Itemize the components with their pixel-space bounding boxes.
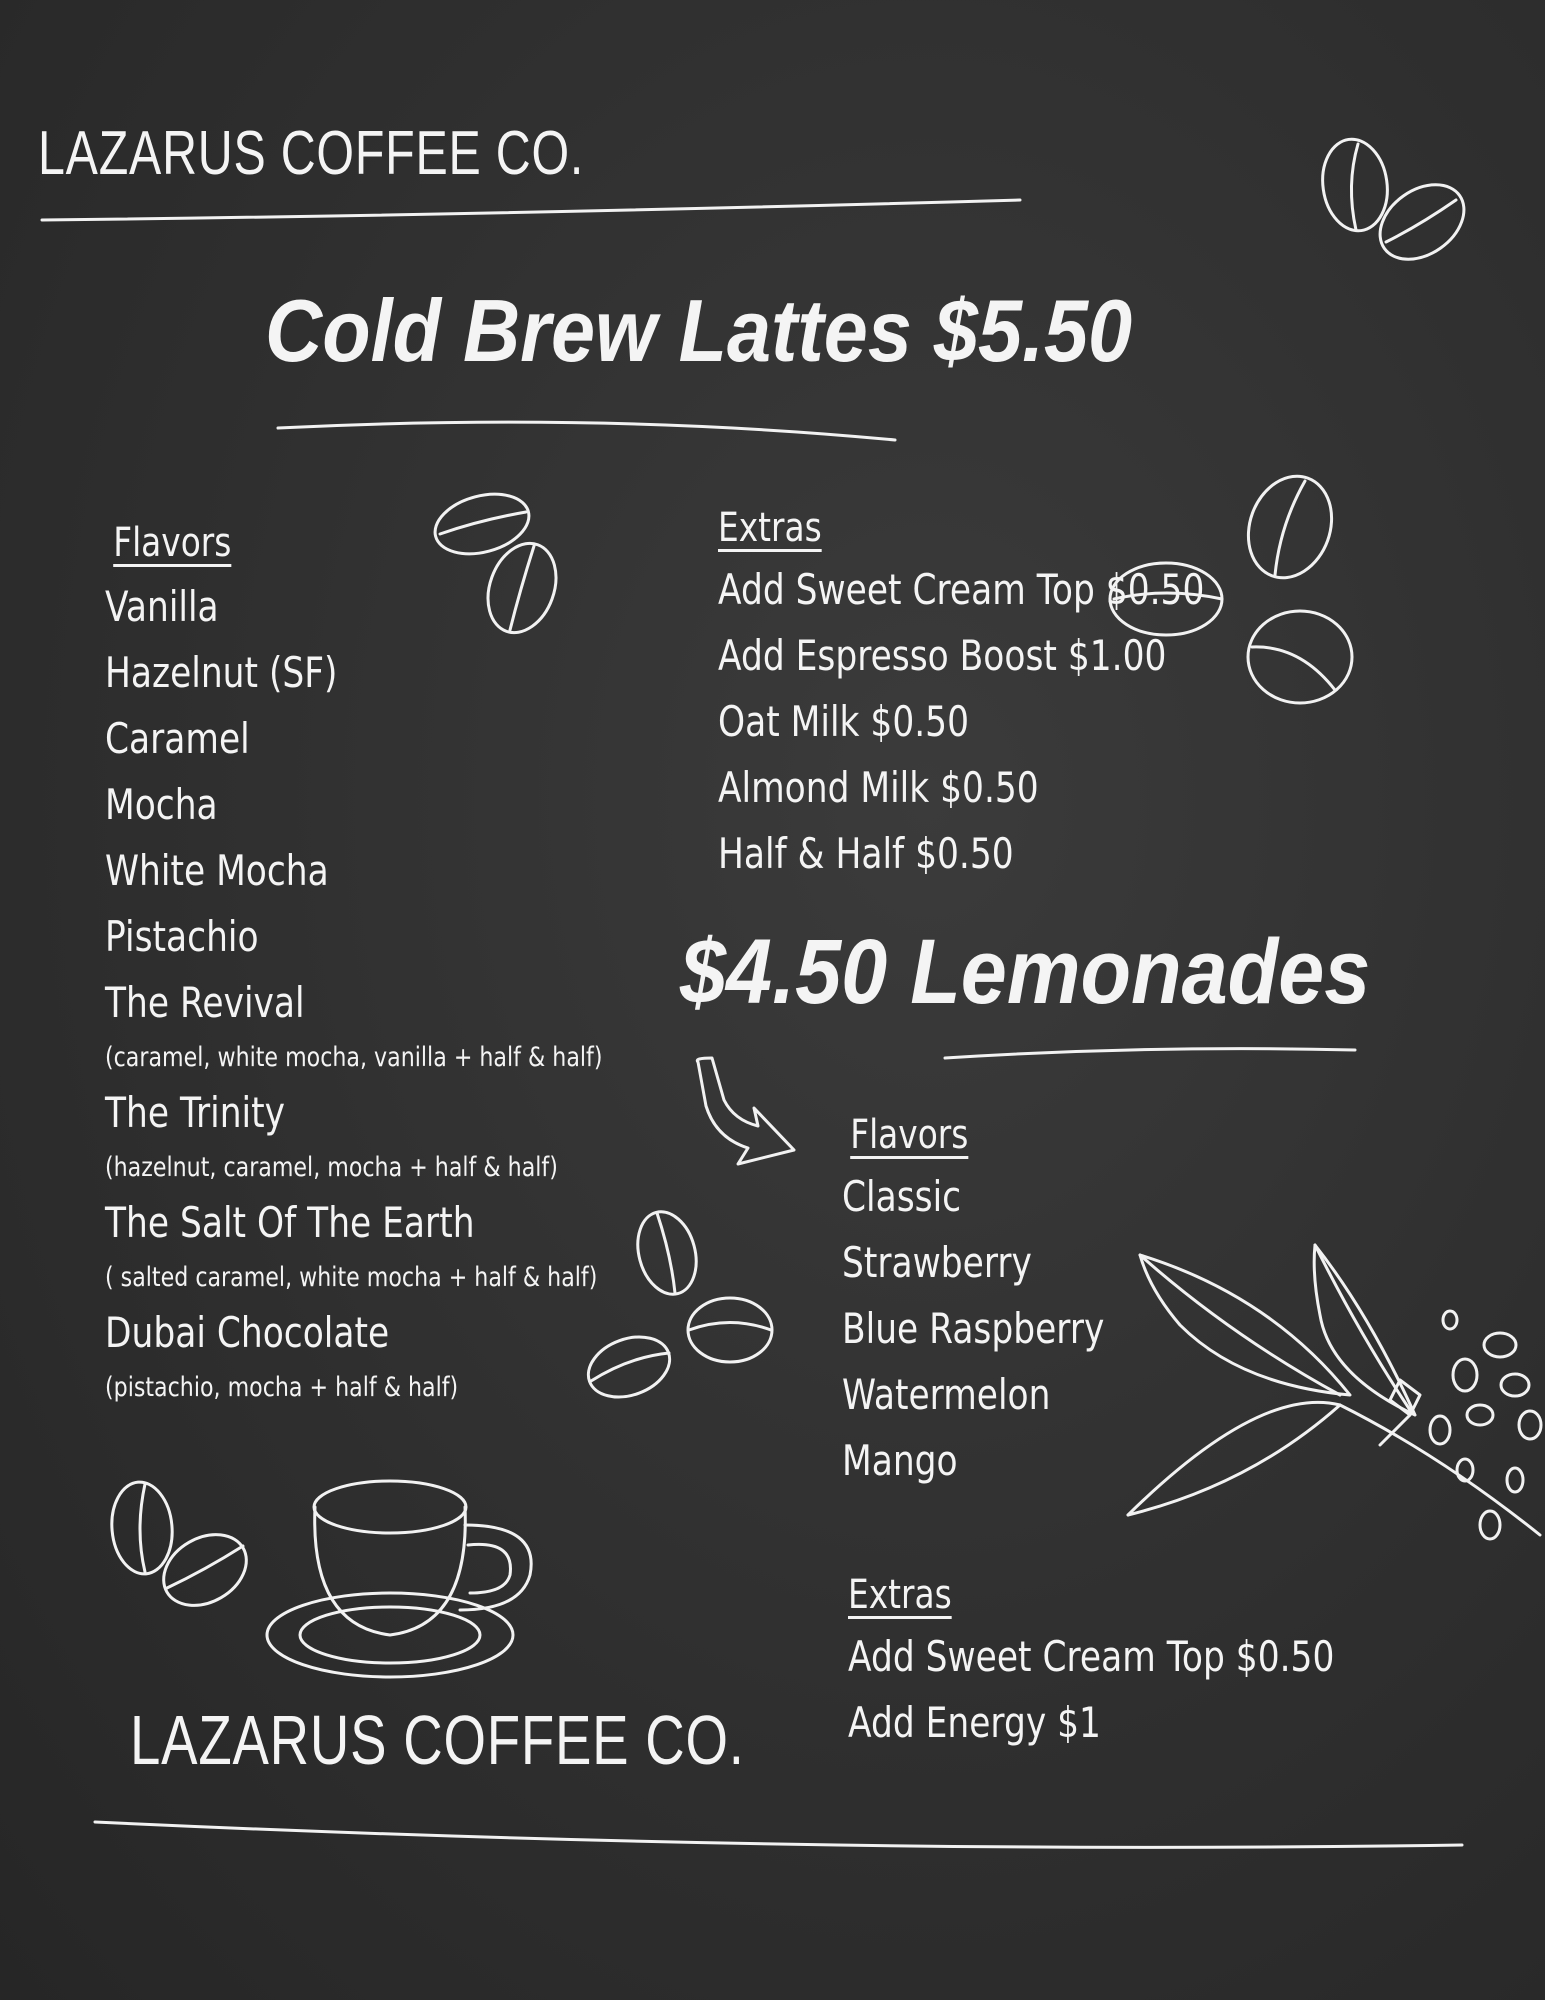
list-item: Mocha: [105, 780, 218, 829]
cold-brew-flavors: [105, 520, 602, 1410]
list-item: Almond Milk $0.50: [718, 763, 1039, 812]
list-item: The Trinity: [105, 1088, 285, 1137]
arrow-icon: [690, 1050, 810, 1170]
list-item: Add Sweet Cream Top $0.50: [718, 565, 1205, 614]
list-item: Classic: [842, 1172, 962, 1221]
list-item: Strawberry: [842, 1238, 1032, 1287]
list-item-note: ( salted caramel, white mocha + half & half): [105, 1262, 598, 1293]
flavors-heading: Flavors: [113, 520, 232, 566]
list-item: Vanilla: [105, 582, 219, 631]
list-item: Mango: [842, 1436, 958, 1485]
list-item: Oat Milk $0.50: [718, 697, 970, 746]
coffee-bean-icon: [430, 490, 570, 640]
lemonades-title: $4.50 Lemonades: [680, 921, 1371, 1023]
brand-title-bottom: LAZARUS COFFEE CO.: [130, 1701, 745, 1779]
list-item-note: (caramel, white mocha, vanilla + half & half): [105, 1042, 603, 1073]
list-item-note: (hazelnut, caramel, mocha + half & half): [105, 1152, 558, 1183]
list-item: White Mocha: [105, 846, 329, 895]
list-item: The Revival: [105, 978, 305, 1027]
list-item: The Salt Of The Earth: [105, 1198, 475, 1247]
brand-title-top: LAZARUS COFFEE CO.: [38, 119, 585, 188]
coffee-bean-icon: [1110, 475, 1360, 715]
extras-heading: Extras: [718, 505, 822, 551]
extras-heading: Extras: [848, 1572, 952, 1618]
coffee-bean-icon: [585, 1205, 775, 1405]
coffee-bean-icon: [1310, 130, 1470, 270]
list-item: Hazelnut (SF): [105, 648, 338, 697]
lemonade-extras: [848, 1572, 1334, 1756]
list-item: Dubai Chocolate: [105, 1308, 390, 1357]
list-item: Add Espresso Boost $1.00: [718, 631, 1167, 680]
flavors-heading: Flavors: [850, 1112, 969, 1158]
list-item: Watermelon: [842, 1370, 1051, 1419]
list-item: Pistachio: [105, 912, 259, 961]
coffee-cup-icon: [265, 1475, 555, 1685]
list-item-note: (pistachio, mocha + half & half): [105, 1372, 459, 1403]
list-item: Blue Raspberry: [842, 1304, 1105, 1353]
list-item: Add Energy $1: [848, 1698, 1101, 1747]
list-item: Add Sweet Cream Top $0.50: [848, 1632, 1335, 1681]
cold-brew-title: Cold Brew Lattes $5.50: [265, 281, 1133, 380]
lemonade-flavors: [842, 1112, 1104, 1494]
coffee-branch-icon: [1120, 1235, 1545, 1565]
coffee-bean-icon: [105, 1480, 255, 1620]
list-item: Half & Half $0.50: [718, 829, 1014, 878]
list-item: Caramel: [105, 714, 250, 763]
